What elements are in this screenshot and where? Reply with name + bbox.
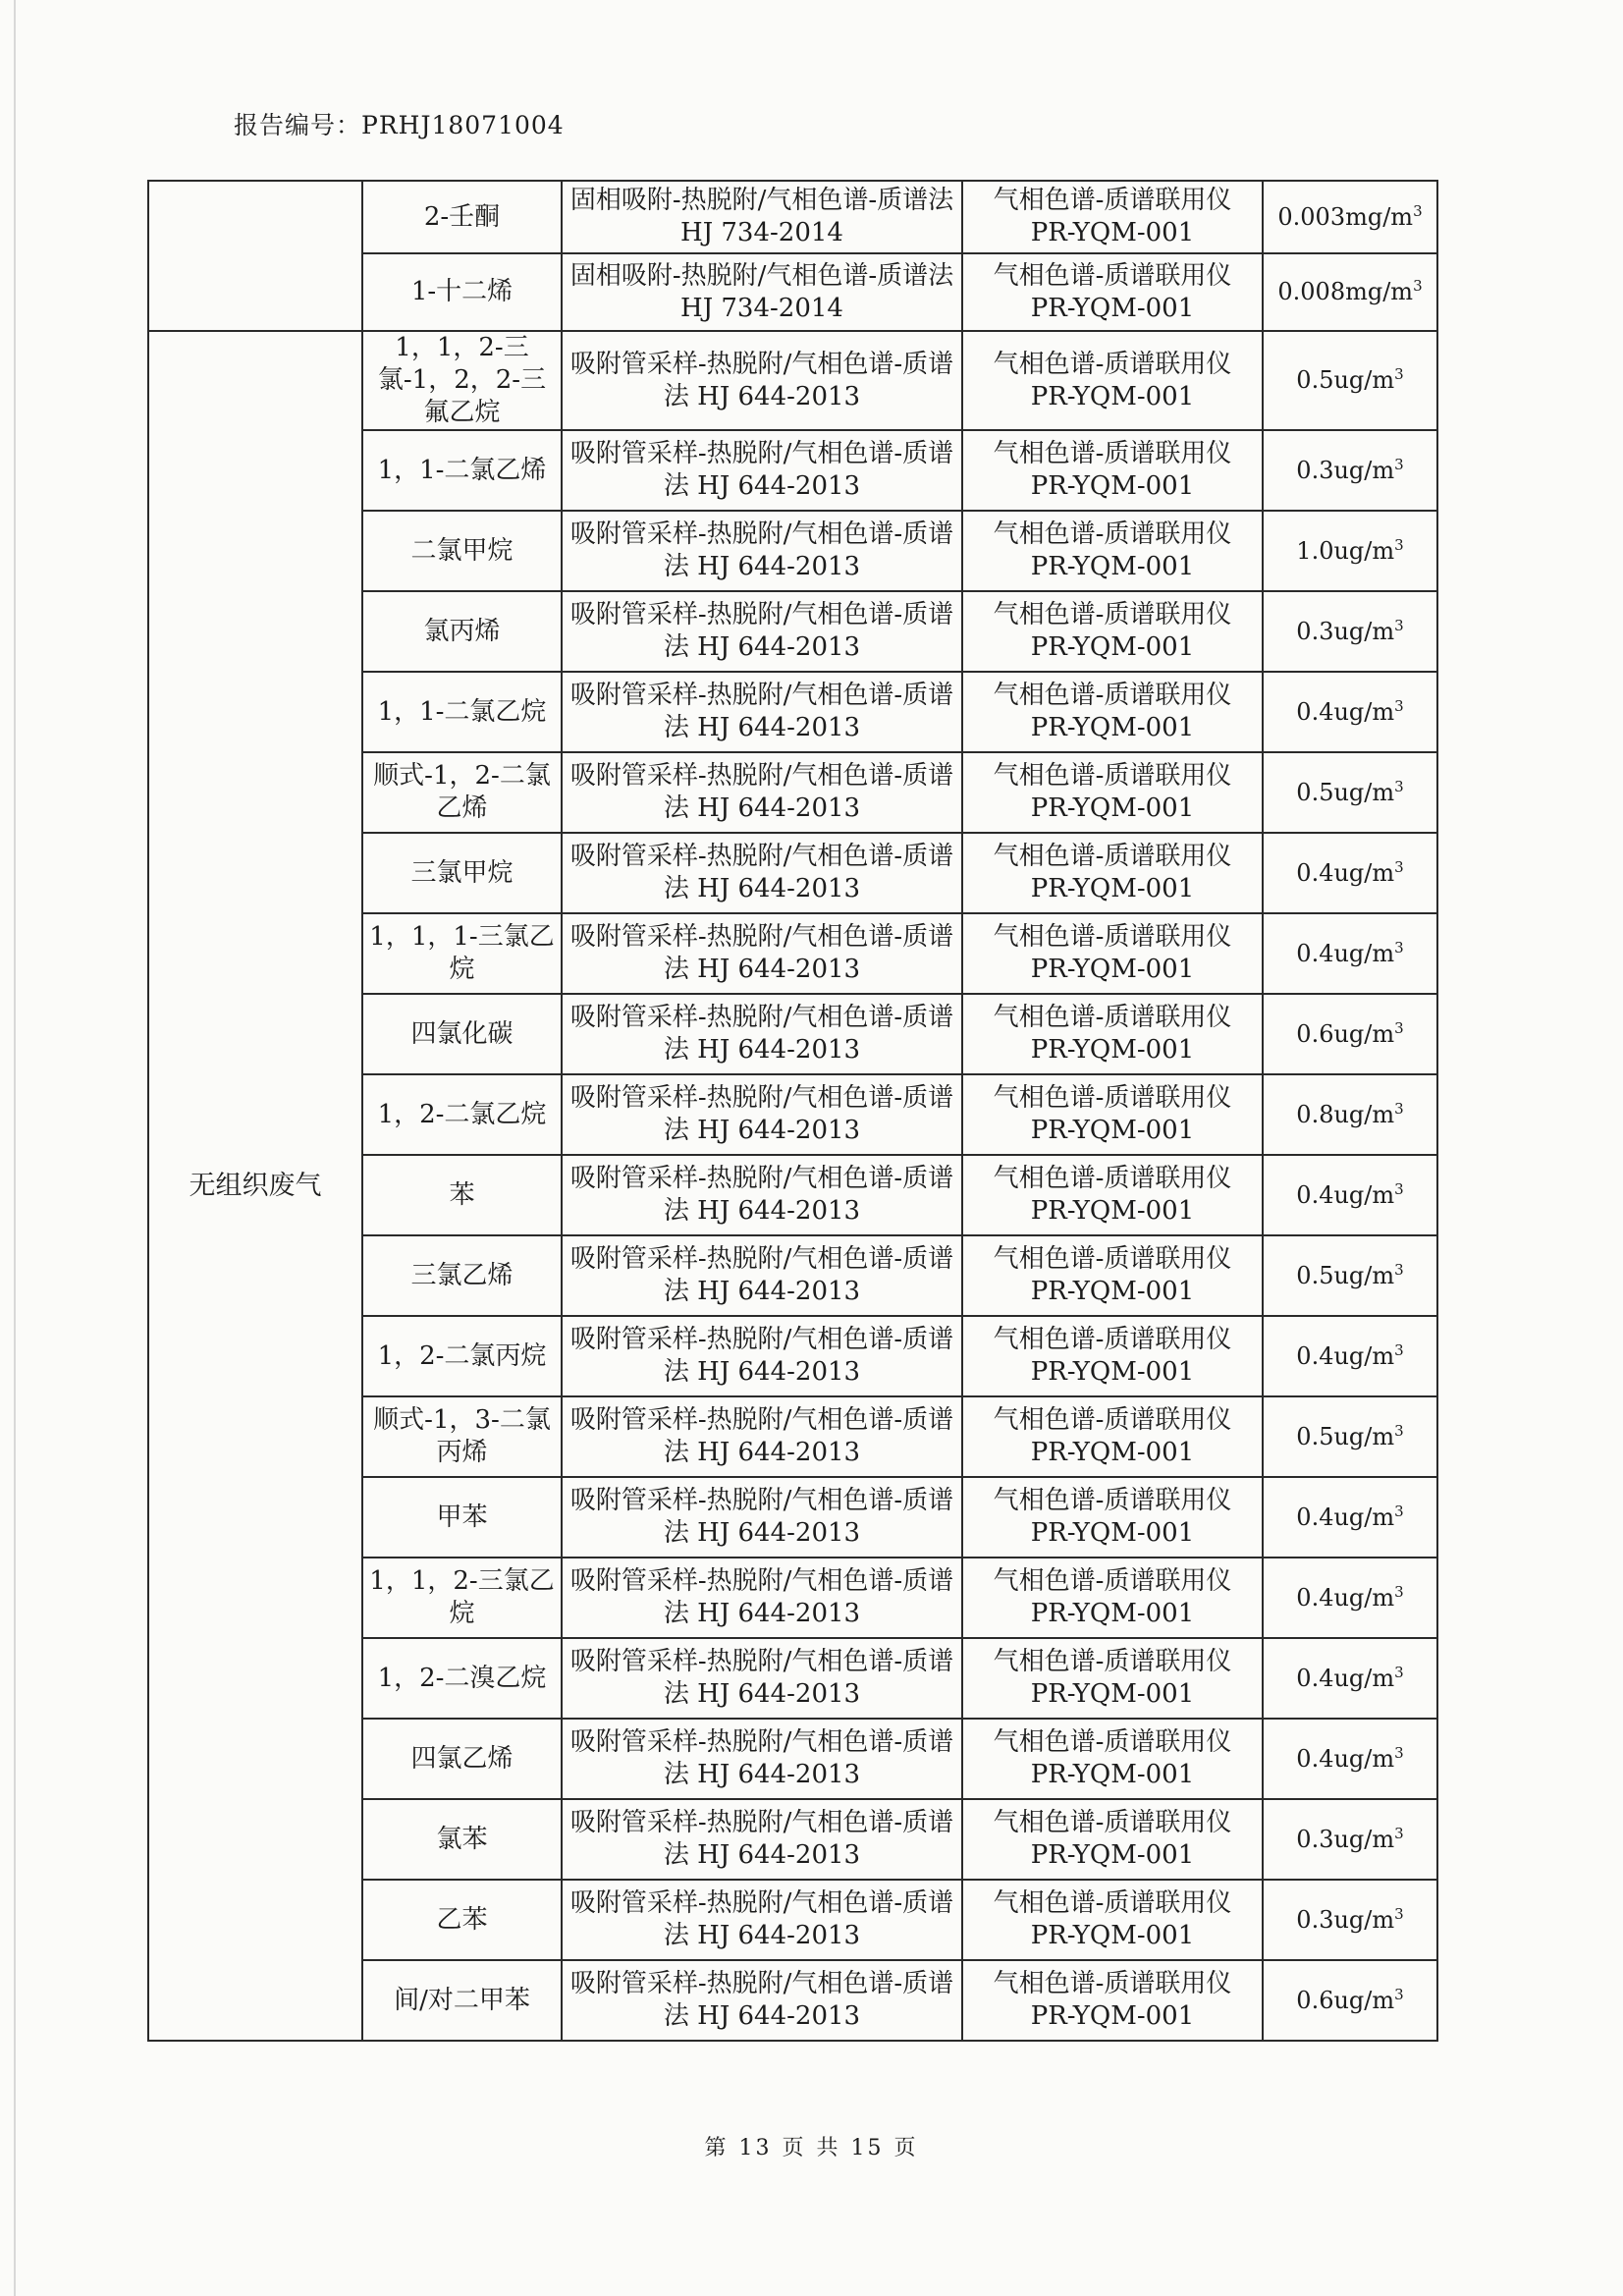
limit-value: 0.3ug/m bbox=[1296, 1905, 1395, 1934]
limit-value: 0.8ug/m bbox=[1296, 1100, 1395, 1128]
limit-value: 0.4ug/m bbox=[1296, 1664, 1395, 1692]
method-cell: 吸附管采样-热脱附/气相色谱-质谱法 HJ 644-2013 bbox=[562, 1235, 962, 1316]
limit-value: 0.4ug/m bbox=[1296, 1583, 1395, 1612]
instrument-cell: 气相色谱-质谱联用仪 PR-YQM-001 bbox=[962, 181, 1263, 253]
limit-cell bbox=[1263, 913, 1437, 994]
item-cell: 苯 bbox=[362, 1155, 562, 1235]
instrument-cell: 气相色谱-质谱联用仪 PR-YQM-001 bbox=[962, 913, 1263, 994]
table-row bbox=[148, 181, 1437, 253]
limit-cell bbox=[1263, 1638, 1437, 1719]
limit-value: 0.4ug/m bbox=[1296, 858, 1395, 887]
method-cell: 吸附管采样-热脱附/气相色谱-质谱法 HJ 644-2013 bbox=[562, 1799, 962, 1880]
limit-cell bbox=[1263, 672, 1437, 752]
item-cell: 2-壬酮 bbox=[362, 181, 562, 253]
limit-cell bbox=[1263, 591, 1437, 672]
limit-value: 0.3ug/m bbox=[1296, 1825, 1395, 1853]
limit-value: 0.4ug/m bbox=[1296, 1180, 1395, 1209]
instrument-cell: 气相色谱-质谱联用仪 PR-YQM-001 bbox=[962, 994, 1263, 1074]
unit-exponent: 3 bbox=[1394, 938, 1404, 957]
category-cell-empty bbox=[148, 181, 362, 331]
limit-cell bbox=[1263, 1396, 1437, 1477]
limit-cell bbox=[1263, 511, 1437, 591]
limit-value: 0.4ug/m bbox=[1296, 1503, 1395, 1531]
item-cell: 1-十二烯 bbox=[362, 253, 562, 331]
method-cell: 吸附管采样-热脱附/气相色谱-质谱法 HJ 644-2013 bbox=[562, 1719, 962, 1799]
unit-exponent: 3 bbox=[1394, 857, 1404, 876]
item-cell: 四氯化碳 bbox=[362, 994, 562, 1074]
limit-value: 0.6ug/m bbox=[1296, 1019, 1395, 1048]
method-cell: 吸附管采样-热脱附/气相色谱-质谱法 HJ 644-2013 bbox=[562, 1960, 962, 2041]
item-cell: 三氯乙烯 bbox=[362, 1235, 562, 1316]
instrument-cell: 气相色谱-质谱联用仪 PR-YQM-001 bbox=[962, 1396, 1263, 1477]
item-cell: 1，1-二氯乙烷 bbox=[362, 672, 562, 752]
limit-cell bbox=[1263, 1719, 1437, 1799]
limit-value: 0.3ug/m bbox=[1296, 617, 1395, 645]
unit-exponent: 3 bbox=[1394, 1099, 1404, 1118]
item-cell: 甲苯 bbox=[362, 1477, 562, 1558]
item-cell: 乙苯 bbox=[362, 1880, 562, 1960]
instrument-cell: 气相色谱-质谱联用仪 PR-YQM-001 bbox=[962, 1155, 1263, 1235]
item-cell: 1，1，2-三氯-1，2，2-三氟乙烷 bbox=[362, 331, 562, 430]
detection-limit-table bbox=[147, 180, 1438, 2042]
method-cell: 吸附管采样-热脱附/气相色谱-质谱法 HJ 644-2013 bbox=[562, 1638, 962, 1719]
instrument-cell: 气相色谱-质谱联用仪 PR-YQM-001 bbox=[962, 1960, 1263, 2041]
instrument-cell: 气相色谱-质谱联用仪 PR-YQM-001 bbox=[962, 1880, 1263, 1960]
method-cell: 吸附管采样-热脱附/气相色谱-质谱法 HJ 644-2013 bbox=[562, 752, 962, 833]
instrument-cell: 气相色谱-质谱联用仪 PR-YQM-001 bbox=[962, 331, 1263, 430]
method-cell: 吸附管采样-热脱附/气相色谱-质谱法 HJ 644-2013 bbox=[562, 1155, 962, 1235]
limit-cell bbox=[1263, 1558, 1437, 1638]
method-cell: 吸附管采样-热脱附/气相色谱-质谱法 HJ 644-2013 bbox=[562, 1074, 962, 1155]
item-cell: 三氯甲烷 bbox=[362, 833, 562, 913]
limit-cell bbox=[1263, 1880, 1437, 1960]
method-cell: 吸附管采样-热脱附/气相色谱-质谱法 HJ 644-2013 bbox=[562, 1880, 962, 1960]
unit-exponent: 3 bbox=[1413, 277, 1423, 295]
limit-cell bbox=[1263, 331, 1437, 430]
scan-edge-line bbox=[14, 0, 16, 2296]
unit-exponent: 3 bbox=[1394, 1582, 1404, 1601]
method-cell: 吸附管采样-热脱附/气相色谱-质谱法 HJ 644-2013 bbox=[562, 1396, 962, 1477]
limit-value: 0.003mg/m bbox=[1277, 202, 1414, 231]
item-cell: 1，2-二氯丙烷 bbox=[362, 1316, 562, 1396]
method-cell: 吸附管采样-热脱附/气相色谱-质谱法 HJ 644-2013 bbox=[562, 1558, 962, 1638]
instrument-cell: 气相色谱-质谱联用仪 PR-YQM-001 bbox=[962, 1074, 1263, 1155]
instrument-cell: 气相色谱-质谱联用仪 PR-YQM-001 bbox=[962, 1558, 1263, 1638]
instrument-cell: 气相色谱-质谱联用仪 PR-YQM-001 bbox=[962, 1235, 1263, 1316]
table-row bbox=[148, 331, 1437, 430]
limit-cell bbox=[1263, 1235, 1437, 1316]
limit-cell bbox=[1263, 833, 1437, 913]
unit-exponent: 3 bbox=[1394, 1743, 1404, 1762]
limit-cell bbox=[1263, 752, 1437, 833]
unit-exponent: 3 bbox=[1394, 777, 1404, 795]
unit-exponent: 3 bbox=[1394, 1018, 1404, 1037]
limit-cell bbox=[1263, 994, 1437, 1074]
method-cell: 固相吸附-热脱附/气相色谱-质谱法 HJ 734-2014 bbox=[562, 253, 962, 331]
instrument-cell: 气相色谱-质谱联用仪 PR-YQM-001 bbox=[962, 430, 1263, 511]
unit-exponent: 3 bbox=[1394, 1824, 1404, 1842]
unit-exponent: 3 bbox=[1394, 1260, 1404, 1279]
limit-value: 0.3ug/m bbox=[1296, 456, 1395, 484]
method-cell: 吸附管采样-热脱附/气相色谱-质谱法 HJ 644-2013 bbox=[562, 672, 962, 752]
method-cell: 固相吸附-热脱附/气相色谱-质谱法 HJ 734-2014 bbox=[562, 181, 962, 253]
method-cell: 吸附管采样-热脱附/气相色谱-质谱法 HJ 644-2013 bbox=[562, 511, 962, 591]
limit-value: 0.4ug/m bbox=[1296, 1341, 1395, 1370]
method-cell: 吸附管采样-热脱附/气相色谱-质谱法 HJ 644-2013 bbox=[562, 331, 962, 430]
unit-exponent: 3 bbox=[1394, 1421, 1404, 1440]
method-cell: 吸附管采样-热脱附/气相色谱-质谱法 HJ 644-2013 bbox=[562, 994, 962, 1074]
item-cell: 氯丙烯 bbox=[362, 591, 562, 672]
item-cell: 氯苯 bbox=[362, 1799, 562, 1880]
page-number: 第 13 页 共 15 页 bbox=[704, 2136, 919, 2160]
limit-cell bbox=[1263, 1155, 1437, 1235]
method-cell: 吸附管采样-热脱附/气相色谱-质谱法 HJ 644-2013 bbox=[562, 591, 962, 672]
report-number: 报告编号：PRHJ18071004 bbox=[234, 111, 565, 139]
item-cell: 四氯乙烯 bbox=[362, 1719, 562, 1799]
limit-value: 0.008mg/m bbox=[1277, 278, 1414, 305]
item-cell: 顺式-1，2-二氯乙烯 bbox=[362, 752, 562, 833]
instrument-cell: 气相色谱-质谱联用仪 PR-YQM-001 bbox=[962, 1316, 1263, 1396]
item-cell: 间/对二甲苯 bbox=[362, 1960, 562, 2041]
instrument-cell: 气相色谱-质谱联用仪 PR-YQM-001 bbox=[962, 253, 1263, 331]
limit-cell bbox=[1263, 1316, 1437, 1396]
unit-exponent: 3 bbox=[1394, 616, 1404, 634]
unit-exponent: 3 bbox=[1394, 365, 1404, 383]
limit-cell bbox=[1263, 1799, 1437, 1880]
item-cell: 1，2-二溴乙烷 bbox=[362, 1638, 562, 1719]
unit-exponent: 3 bbox=[1413, 201, 1423, 220]
limit-value: 0.5ug/m bbox=[1296, 1261, 1395, 1289]
item-cell: 1，1-二氯乙烯 bbox=[362, 430, 562, 511]
limit-cell bbox=[1263, 430, 1437, 511]
limit-value: 0.4ug/m bbox=[1296, 1744, 1395, 1773]
unit-exponent: 3 bbox=[1394, 1502, 1404, 1520]
instrument-cell: 气相色谱-质谱联用仪 PR-YQM-001 bbox=[962, 1799, 1263, 1880]
unit-exponent: 3 bbox=[1394, 455, 1404, 473]
limit-value: 0.6ug/m bbox=[1296, 1986, 1395, 2014]
unit-exponent: 3 bbox=[1394, 1179, 1404, 1198]
instrument-cell: 气相色谱-质谱联用仪 PR-YQM-001 bbox=[962, 833, 1263, 913]
instrument-cell: 气相色谱-质谱联用仪 PR-YQM-001 bbox=[962, 1477, 1263, 1558]
method-cell: 吸附管采样-热脱附/气相色谱-质谱法 HJ 644-2013 bbox=[562, 430, 962, 511]
limit-cell bbox=[1263, 181, 1437, 253]
unit-exponent: 3 bbox=[1394, 1904, 1404, 1923]
instrument-cell: 气相色谱-质谱联用仪 PR-YQM-001 bbox=[962, 1638, 1263, 1719]
limit-value: 0.4ug/m bbox=[1296, 697, 1395, 726]
item-cell: 1，1，2-三氯乙烷 bbox=[362, 1558, 562, 1638]
instrument-cell: 气相色谱-质谱联用仪 PR-YQM-001 bbox=[962, 1719, 1263, 1799]
instrument-cell: 气相色谱-质谱联用仪 PR-YQM-001 bbox=[962, 752, 1263, 833]
limit-cell bbox=[1263, 253, 1437, 331]
limit-value: 0.5ug/m bbox=[1296, 1422, 1395, 1450]
limit-cell bbox=[1263, 1074, 1437, 1155]
limit-value: 0.5ug/m bbox=[1296, 778, 1395, 806]
instrument-cell: 气相色谱-质谱联用仪 PR-YQM-001 bbox=[962, 591, 1263, 672]
item-cell: 1，2-二氯乙烷 bbox=[362, 1074, 562, 1155]
method-cell: 吸附管采样-热脱附/气相色谱-质谱法 HJ 644-2013 bbox=[562, 1316, 962, 1396]
unit-exponent: 3 bbox=[1394, 1985, 1404, 2003]
instrument-cell: 气相色谱-质谱联用仪 PR-YQM-001 bbox=[962, 511, 1263, 591]
limit-cell bbox=[1263, 1960, 1437, 2041]
limit-value: 1.0ug/m bbox=[1296, 536, 1395, 565]
item-cell: 二氯甲烷 bbox=[362, 511, 562, 591]
limit-value: 0.5ug/m bbox=[1296, 366, 1395, 394]
method-cell: 吸附管采样-热脱附/气相色谱-质谱法 HJ 644-2013 bbox=[562, 833, 962, 913]
unit-exponent: 3 bbox=[1394, 1663, 1404, 1681]
limit-value: 0.4ug/m bbox=[1296, 939, 1395, 967]
item-cell: 1，1，1-三氯乙烷 bbox=[362, 913, 562, 994]
category-cell: 无组织废气 bbox=[148, 331, 362, 2041]
unit-exponent: 3 bbox=[1394, 696, 1404, 715]
limit-cell bbox=[1263, 1477, 1437, 1558]
unit-exponent: 3 bbox=[1394, 1340, 1404, 1359]
instrument-cell: 气相色谱-质谱联用仪 PR-YQM-001 bbox=[962, 672, 1263, 752]
method-cell: 吸附管采样-热脱附/气相色谱-质谱法 HJ 644-2013 bbox=[562, 1477, 962, 1558]
unit-exponent: 3 bbox=[1394, 535, 1404, 554]
item-cell: 顺式-1，3-二氯丙烯 bbox=[362, 1396, 562, 1477]
method-cell: 吸附管采样-热脱附/气相色谱-质谱法 HJ 644-2013 bbox=[562, 913, 962, 994]
